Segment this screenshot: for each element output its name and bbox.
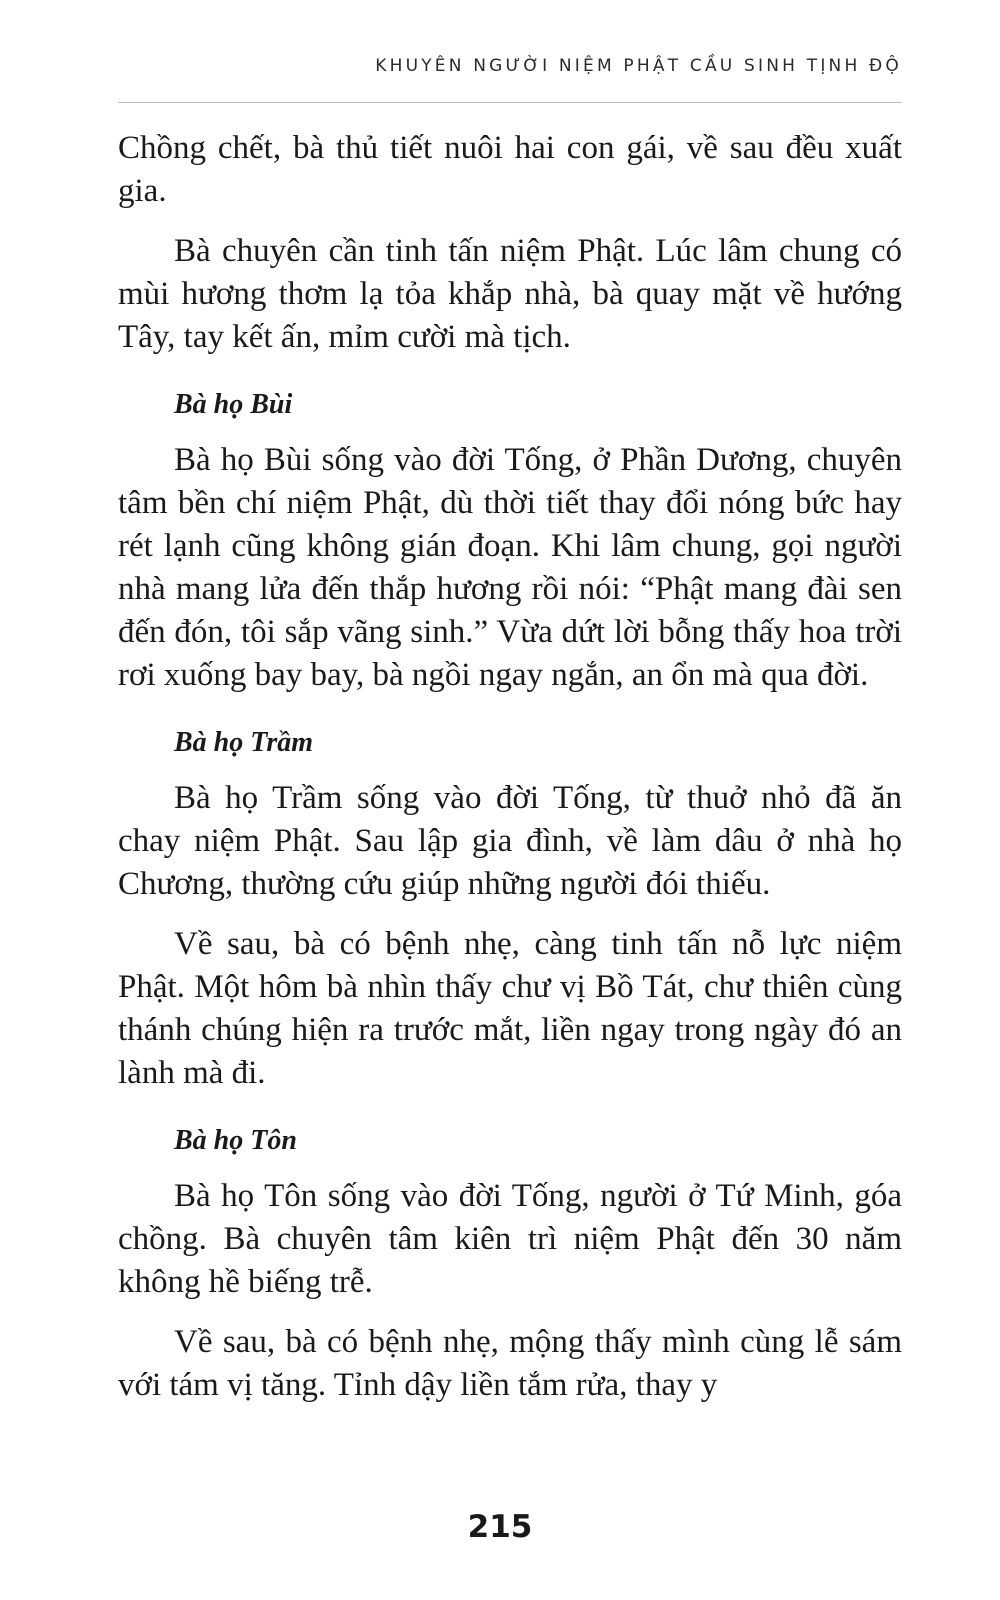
page-number: 215: [467, 1509, 533, 1545]
paragraph: Bà họ Tôn sống vào đời Tống, người ở Tứ Minh, góa chồng. Bà chuyên tâm kiên trì niệm Phật đến 30 năm không hề biếng trễ.: [118, 1178, 902, 1300]
header-divider: [118, 102, 902, 103]
paragraph: Về sau, bà có bệnh nhẹ, càng tinh tấn nỗ lực niệm Phật. Một hôm bà nhìn thấy chư vị Bồ Tát, chư thiên cùng thánh chúng hiện ra trước mắt, liền ngay trong ngày đó an lành mà đi.: [118, 926, 902, 1091]
paragraph: Bà họ Bùi sống vào đời Tống, ở Phần Dương, chuyên tâm bền chí niệm Phật, dù thời tiết thay đổi nóng bức hay rét lạnh cũng không gián đoạn. Khi lâm chung, gọi người nhà mang lửa đến thắp hương rồi nói: “Phật mang đài sen đến đón, tôi sắp vãng sinh.” Vừa dứt lời bỗng thấy hoa trời rơi xuống bay bay, bà ngồi ngay ngắn, an ổn mà qua đời.: [118, 442, 902, 693]
paragraph: Bà chuyên cần tinh tấn niệm Phật. Lúc lâm chung có mùi hương thơm lạ tỏa khắp nhà, bà quay mặt về hướng Tây, tay kết ấn, mỉm cười mà tịch.: [118, 233, 902, 355]
section-heading: Bà họ Trầm: [174, 727, 313, 758]
paragraph: Về sau, bà có bệnh nhẹ, mộng thấy mình cùng lễ sám với tám vị tăng. Tỉnh dậy liền tắm rửa, thay y: [118, 1324, 902, 1403]
page-body: [118, 127, 902, 1424]
section-heading: Bà họ Tôn: [174, 1125, 297, 1156]
paragraph: Bà họ Trầm sống vào đời Tống, từ thuở nhỏ đã ăn chay niệm Phật. Sau lập gia đình, về làm dâu ở nhà họ Chương, thường cứu giúp những người đói thiếu.: [118, 780, 902, 902]
paragraph: Chồng chết, bà thủ tiết nuôi hai con gái, về sau đều xuất gia.: [118, 130, 902, 209]
section-heading: Bà họ Bùi: [174, 389, 293, 420]
running-header: KHUYÊN NGƯỜI NIỆM PHẬT CẦU SINH TỊNH ĐỘ: [375, 56, 902, 76]
